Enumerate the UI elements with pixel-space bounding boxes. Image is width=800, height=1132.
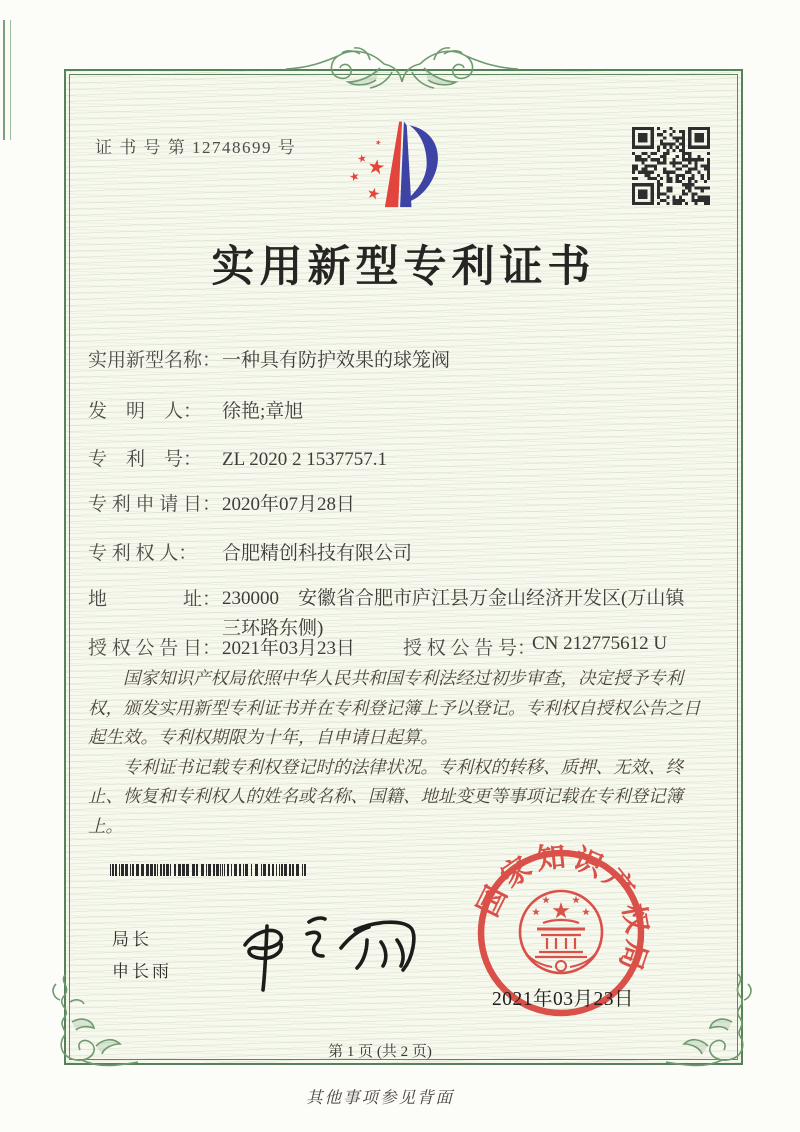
field-label-inventor: 发 明 人： xyxy=(88,401,203,422)
field-label-name: 实用新型名称： xyxy=(88,350,222,371)
field-row-grant xyxy=(88,633,744,660)
field-label-filing-date: 专 利 申 请 日： xyxy=(88,494,222,515)
field-row-filing-date xyxy=(88,489,744,516)
signer-name: 申长雨 xyxy=(112,962,172,981)
scan-edge-line xyxy=(3,20,11,140)
signer-title: 局长 xyxy=(112,930,152,949)
certificate-title: 实用新型专利证书 xyxy=(211,244,596,291)
barcode xyxy=(110,864,307,876)
field-label-grant-date: 授 权 公 告 日： xyxy=(88,638,222,659)
field-label-patentee: 专 利 权 人： xyxy=(88,543,198,564)
field-label-patent-number: 专 利 号： xyxy=(88,449,203,470)
field-value-filing-date: 2020年07月28日 xyxy=(222,494,356,515)
field-value-grant-number: CN 212775612 U xyxy=(532,633,668,654)
field-value-patent-number: ZL 2020 2 1537757.1 xyxy=(222,449,388,470)
legal-paragraph-1: 国家知识产权局依照中华人民共和国专利法经过初步审查，决定授予专利权，颁发实用新型专利证书并在专利登记簿上予以登记。专利权自授权公告之日起生效。专利权期限为十年，自申请日起算。 xyxy=(88,668,701,747)
cnipa-patent-logo-icon xyxy=(335,114,469,228)
national-emblem-icon xyxy=(520,891,602,973)
qr-code xyxy=(632,127,710,205)
field-value-patentee: 合肥精创科技有限公司 xyxy=(222,543,413,564)
field-row-name xyxy=(88,345,744,372)
back-note: 其他事项参见背面 xyxy=(306,1088,454,1107)
field-row-patentee xyxy=(88,538,744,565)
field-row-inventor xyxy=(88,396,744,423)
field-row-patent-number xyxy=(88,444,744,471)
top-border-ornament-icon xyxy=(284,42,520,98)
page-number: 第 1 页 (共 2 页) xyxy=(328,1044,432,1060)
field-label-address: 地 址： xyxy=(88,589,222,610)
field-value-inventor: 徐艳;章旭 xyxy=(222,401,304,422)
seal-date: 2021年03月23日 xyxy=(492,989,635,1010)
legal-text xyxy=(88,664,716,841)
field-value-grant-date: 2021年03月23日 xyxy=(222,638,356,659)
handwritten-signature-icon xyxy=(225,900,440,998)
legal-paragraph-2: 专利证书记载专利权登记时的法律状况。专利权的转移、质押、无效、终止、恢复和专利权人的姓名或名称、国籍、地址变更等事项记载在专利登记簿上。 xyxy=(88,756,683,836)
field-label-grant-number: 授 权 公 告 号： xyxy=(403,638,537,659)
field-value-address: 230000 安徽省合肥市庐江县万金山经济开发区(万山镇三环路东侧) xyxy=(222,588,685,639)
seal-text: 国家知识产权局 xyxy=(472,840,654,979)
field-value-name: 一种具有防护效果的球笼阀 xyxy=(222,350,451,371)
certificate-number: 证 书 号 第 12748699 号 xyxy=(95,138,297,157)
